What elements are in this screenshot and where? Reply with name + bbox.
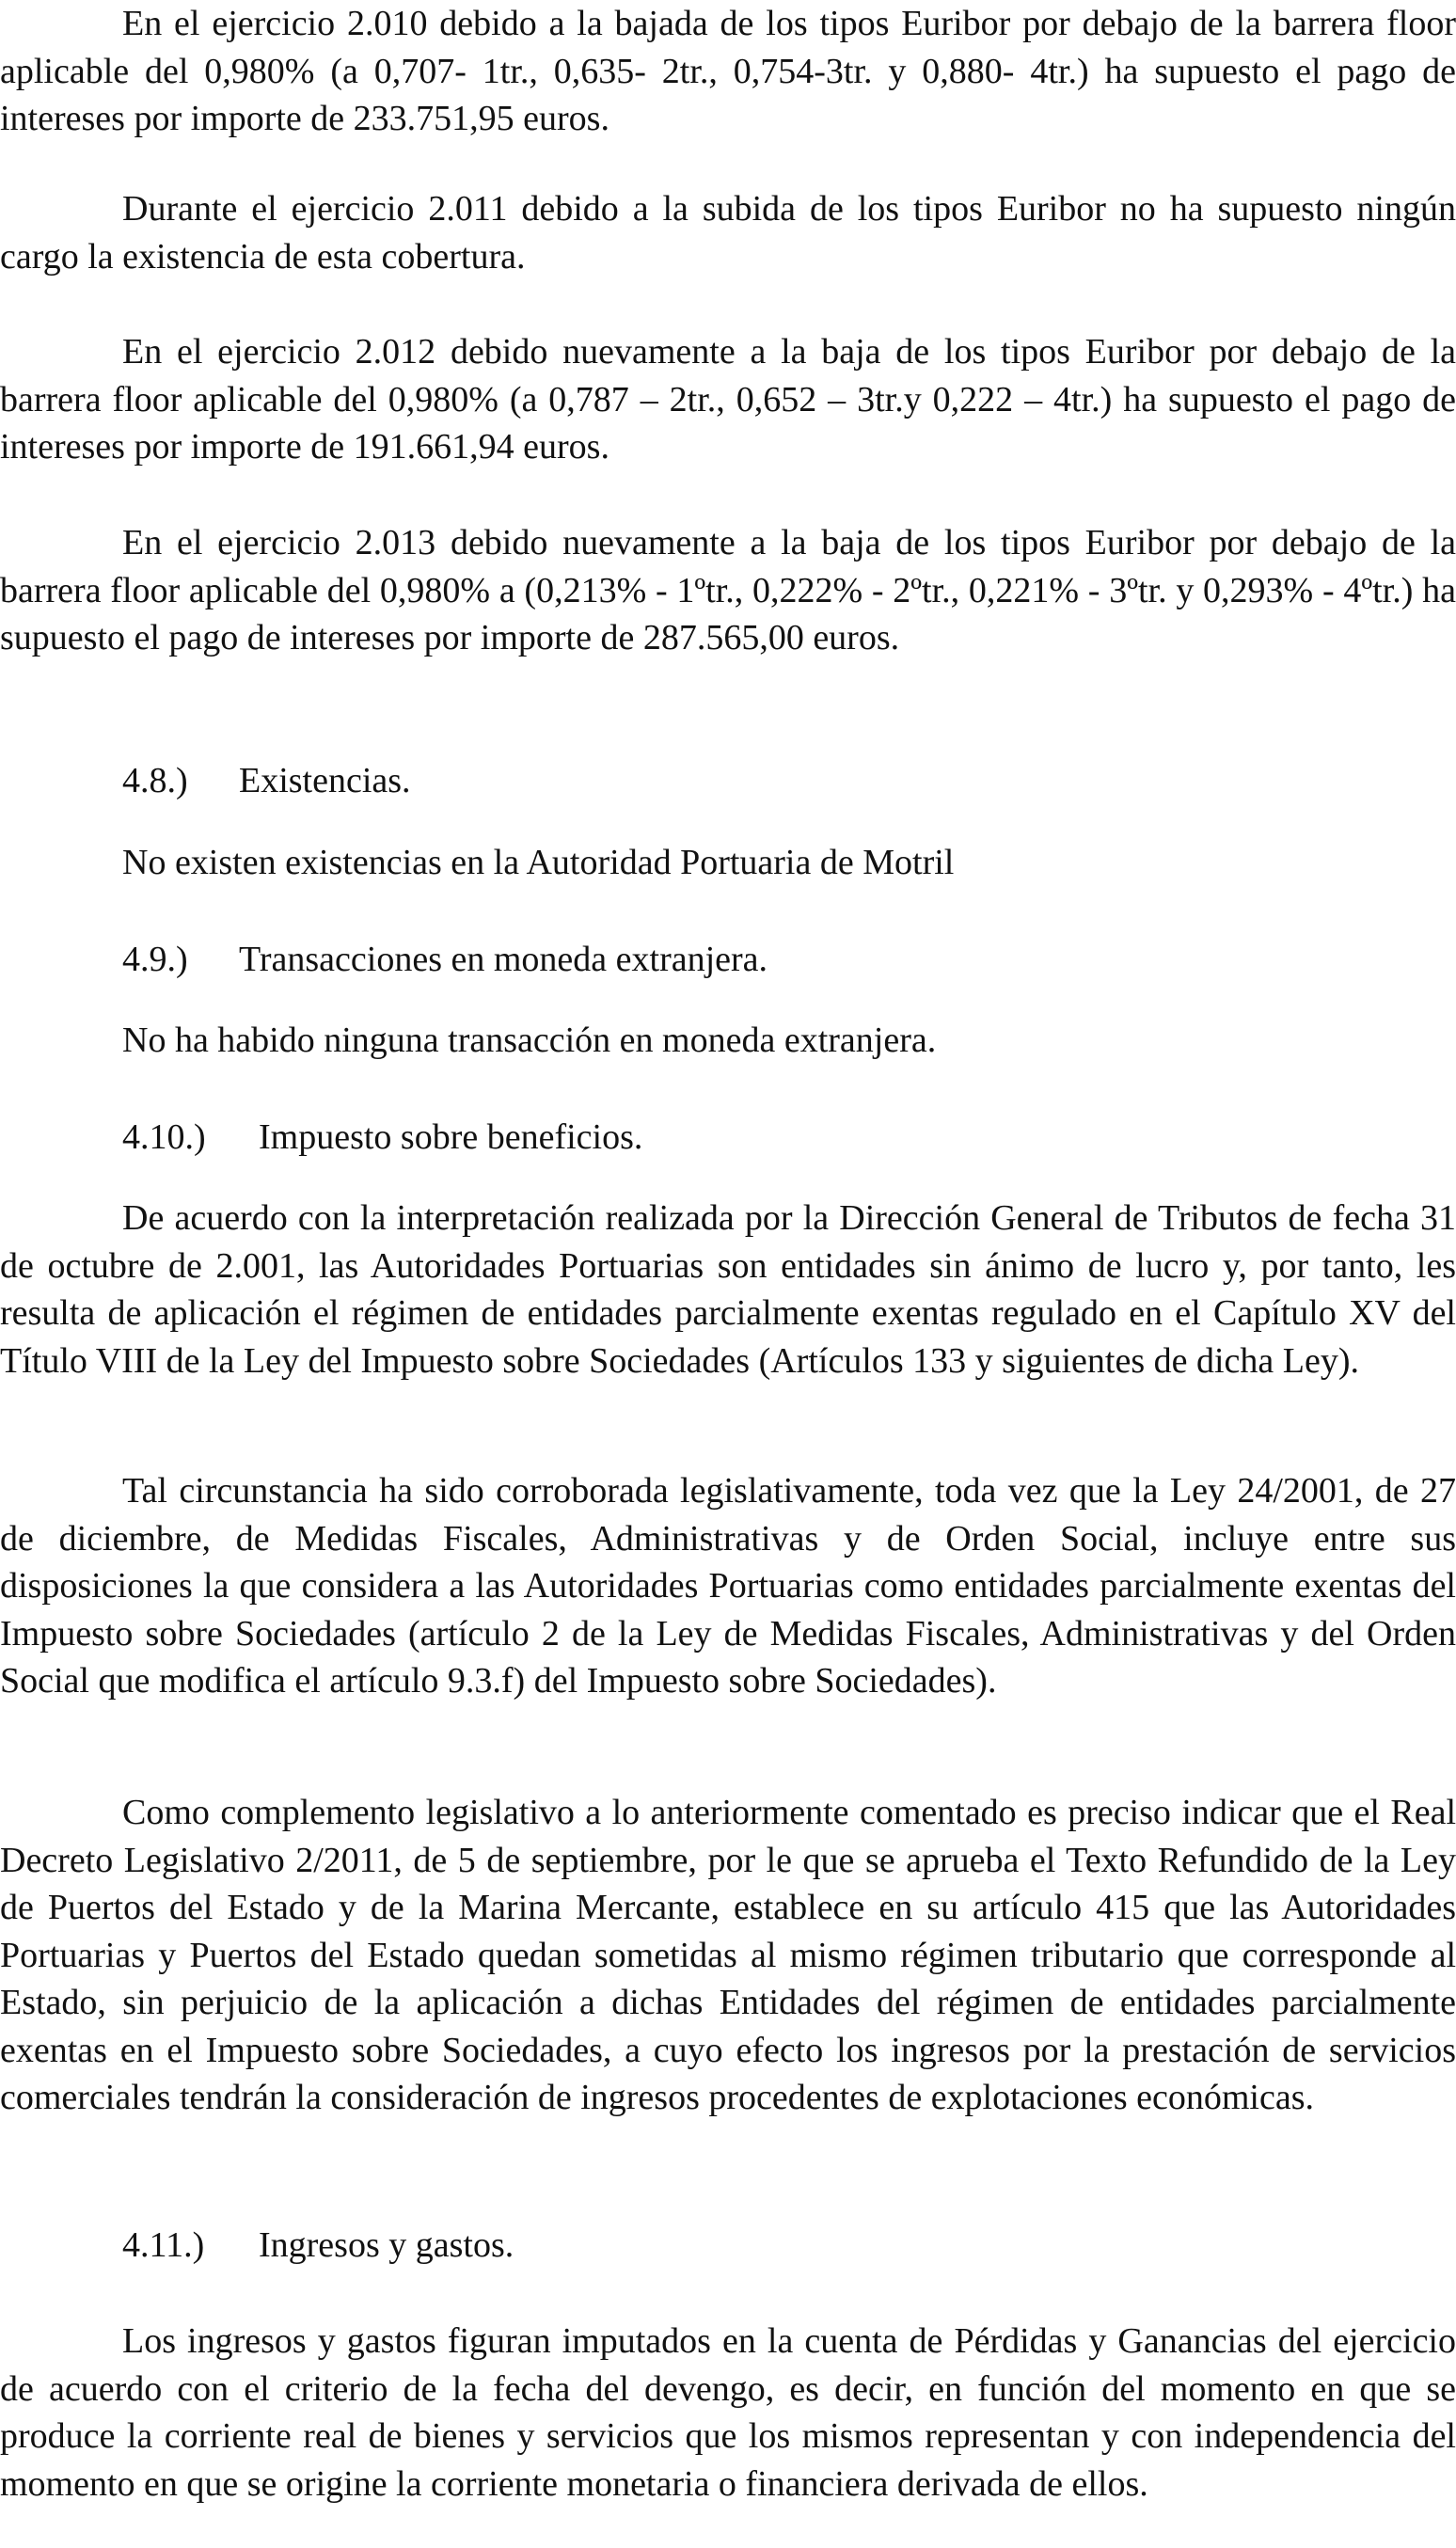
paragraph-tax-1: De acuerdo con la interpretación realizada por la Dirección General de Tributos de fecha 31 de octubre de 2.001, las Autoridades Portuarias son entidades sin ánimo de lucro y, por tanto, les resulta de aplicación el régimen de entidades parcialmente exentas regulado en el Capítulo XV del Título VIII de la Ley del Impuesto sobre Sociedades (Artículos 133 y siguientes de dicha Ley). <box>0 1198 1456 1381</box>
section-text-4-8: No existen existencias en la Autoridad Portuaria de Motril <box>122 843 955 882</box>
paragraph-2010: En el ejercicio 2.010 debido a la bajada de los tipos Euribor por debajo de la barrera floor aplicable del 0,980% (a 0,707- 1tr., 0,635- 2tr., 0,754-3tr. y 0,880- 4tr.) ha supuesto el pago de intereses por importe de 233.751,95 euros. <box>0 4 1456 138</box>
paragraph-2012: En el ejercicio 2.012 debido nuevamente a la baja de los tipos Euribor por debajo de la barrera floor aplicable del 0,980% (a 0,787 – 2tr., 0,652 – 3tr.y 0,222 – 4tr.) ha supuesto el pago de intereses por importe de 191.661,94 euros. <box>0 332 1456 467</box>
section-heading-4-9 <box>0 936 1456 984</box>
paragraph-2011: Durante el ejercicio 2.011 debido a la subida de los tipos Euribor no ha supuesto ningún cargo la existencia de esta cobertura. <box>0 189 1456 277</box>
section-number: 4.10.) <box>122 1117 206 1157</box>
section-heading-4-10 <box>0 1114 1456 1162</box>
section-number: 4.9.) <box>122 940 188 979</box>
section-title: Transacciones en moneda extranjera. <box>239 940 768 979</box>
paragraph-2013: En el ejercicio 2.013 debido nuevamente a la baja de los tipos Euribor por debajo de la barrera floor aplicable del 0,980% a (0,213% - 1ºtr., 0,222% - 2ºtr., 0,221% - 3ºtr. y 0,293% - 4ºtr.) ha supuesto el pago de intereses por importe de 287.565,00 euros. <box>0 523 1456 657</box>
paragraph-income-expenses: Los ingresos y gastos figuran imputados en la cuenta de Pérdidas y Ganancias del ejercicio de acuerdo con el criterio de la fecha del devengo, es decir, en función del momento en que se produce la corriente real de bienes y servicios que los mismos representan y con independencia del momento en que se origine la corriente monetaria o financiera derivada de ellos. <box>0 2321 1456 2504</box>
section-title: Ingresos y gastos. <box>259 2225 514 2265</box>
section-text-4-9: No ha habido ninguna transacción en moneda extranjera. <box>122 1021 937 1060</box>
paragraph-tax-2: Tal circunstancia ha sido corroborada legislativamente, toda vez que la Ley 24/2001, de 27 de diciembre, de Medidas Fiscales, Administrativas y de Orden Social, incluye entre sus disposiciones la que considera a las Autoridades Portuarias como entidades parcialmente exentas del Impuesto sobre Sociedades (artículo 2 de la Ley de Medidas Fiscales, Administrativas y del Orden Social que modifica el artículo 9.3.f) del Impuesto sobre Sociedades). <box>0 1471 1456 1701</box>
section-number: 4.11.) <box>122 2225 205 2265</box>
section-title: Existencias. <box>239 761 411 800</box>
section-title: Impuesto sobre beneficios. <box>259 1117 643 1157</box>
section-heading-4-8 <box>0 757 1456 805</box>
paragraph-tax-3: Como complemento legislativo a lo anteriormente comentado es preciso indicar que el Real Decreto Legislativo 2/2011, de 5 de septiembre, por le que se aprueba el Texto Refundido de la Ley de Puertos del Estado y de la Marina Mercante, establece en su artículo 415 que las Autoridades Portuarias y Puertos del Estado quedan sometidas al mismo régimen tributario que corresponde al Estado, sin perjuicio de la aplicación a dichas Entidades del régimen de entidades parcialmente exentas en el Impuesto sobre Sociedades, a cuyo efecto los ingresos por la prestación de servicios comerciales tendrán la consideración de ingresos procedentes de explotaciones económicas. <box>0 1793 1456 2117</box>
section-heading-4-11 <box>0 2222 1456 2270</box>
section-number: 4.8.) <box>122 761 188 800</box>
